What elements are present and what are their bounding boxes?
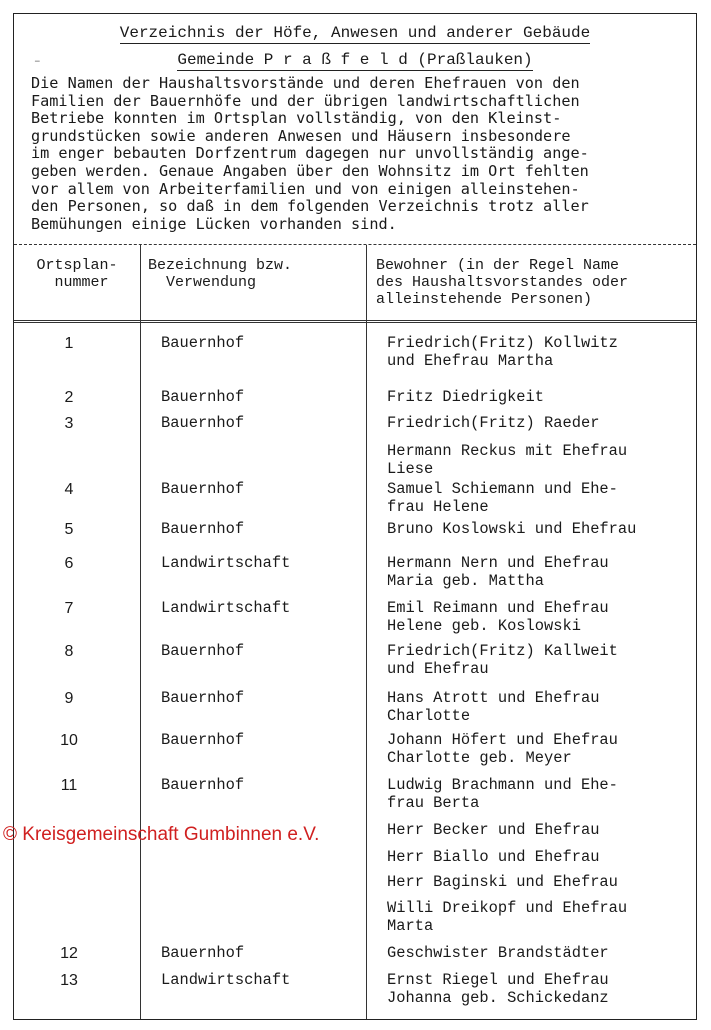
table-cell-num: 1 xyxy=(64,335,74,352)
table-cell-bez: Bauernhof xyxy=(161,414,245,432)
table-cell-num: 3 xyxy=(64,415,74,432)
table-cell-bez: Bauernhof xyxy=(161,689,245,707)
page-title: Verzeichnis der Höfe, Anwesen und anderer Gebäude xyxy=(119,24,591,42)
table-cell-bew: Friedrich(Fritz) Kallweit und Ehefrau xyxy=(387,642,618,678)
table-cell-bez: Bauernhof xyxy=(161,388,245,406)
intro-line: Bemühungen einige Lücken vorhanden sind. xyxy=(31,214,397,233)
column-header-ortsplannummer: Ortsplan- nummer xyxy=(36,257,118,291)
header-top-rule xyxy=(14,244,696,245)
intro-line: grundstücken sowie anderen Anwesen und Häusern insbesondere xyxy=(31,126,571,145)
table-cell-bew: Geschwister Brandstädter xyxy=(387,944,609,962)
copyright-watermark: © Kreisgemeinschaft Gumbinnen e.V. xyxy=(3,824,320,845)
intro-line: Betriebe konnten im Ortsplan vollständig, von den Kleinst- xyxy=(31,109,562,128)
intro-paragraph xyxy=(31,75,691,233)
table-cell-bez: Bauernhof xyxy=(161,944,245,962)
intro-line: geben werden. Genaue Angaben über den Wohnsitz im Ort fehlten xyxy=(31,161,589,180)
intro-line: Familien der Bauernhöfe und der übrigen landwirtschaftlichen xyxy=(31,91,580,110)
table-cell-bew: Emil Reimann und Ehefrau Helene geb. Koslowski xyxy=(387,599,609,635)
document-frame xyxy=(13,13,697,1020)
table-cell-num: 9 xyxy=(64,690,74,707)
table-cell-num: 12 xyxy=(60,945,78,962)
table-cell-bew: Ludwig Brachmann und Ehe- frau Berta xyxy=(387,776,618,812)
table-cell-num: 7 xyxy=(64,600,74,617)
intro-line: Die Namen der Haushaltsvorstände und deren Ehefrauen von den xyxy=(31,74,580,92)
table-cell-bez: Bauernhof xyxy=(161,520,245,538)
intro-line: im enger bebauten Dorfzentrum dagegen nur unvollständig ange- xyxy=(31,144,589,163)
table-cell-num: 11 xyxy=(60,777,78,794)
table-cell-bew: Bruno Koslowski und Ehefrau xyxy=(387,520,637,538)
table-cell-bew: Ernst Riegel und Ehefrau Johanna geb. Schickedanz xyxy=(387,971,609,1007)
table-cell-bew: Samuel Schiemann und Ehe- frau Helene xyxy=(387,480,618,516)
table-cell-bew: Johann Höfert und Ehefrau Charlotte geb. Meyer xyxy=(387,731,618,767)
column-header-bezeichnung: Bezeichnung bzw. Verwendung xyxy=(148,257,293,291)
table-cell-bew: Herr Baginski und Ehefrau xyxy=(387,873,618,891)
table-cell-bew: Herr Biallo und Ehefrau xyxy=(387,848,600,866)
intro-line: den Personen, so daß in dem folgenden Verzeichnis trotz aller xyxy=(31,197,589,216)
table-cell-bew: Hans Atrott und Ehefrau Charlotte xyxy=(387,689,600,725)
table-cell-bew: Willi Dreikopf und Ehefrau Marta xyxy=(387,899,628,935)
table-cell-bez: Landwirtschaft xyxy=(161,599,291,617)
table-cell-num: 8 xyxy=(64,643,74,660)
table-cell-num: 6 xyxy=(64,555,74,572)
column-divider-1 xyxy=(140,245,141,1019)
margin-mark: – xyxy=(34,56,41,68)
table-cell-bez: Bauernhof xyxy=(161,480,245,498)
table-cell-num: 10 xyxy=(60,732,78,749)
table-cell-bew: Friedrich(Fritz) Kollwitz und Ehefrau Martha xyxy=(387,334,618,370)
table-cell-bez: Bauernhof xyxy=(161,776,245,794)
table-cell-bew: Hermann Nern und Ehefrau Maria geb. Mattha xyxy=(387,554,609,590)
table-cell-bez: Landwirtschaft xyxy=(161,554,291,572)
page-subtitle: Gemeinde P r a ß f e l d (Praßlauken) xyxy=(177,51,533,69)
table-cell-num: 4 xyxy=(64,481,74,498)
table-cell-bez: Landwirtschaft xyxy=(161,971,291,989)
table-cell-bez: Bauernhof xyxy=(161,731,245,749)
table-cell-bez: Bauernhof xyxy=(161,642,245,660)
table-cell-bew: Fritz Diedrigkeit xyxy=(387,388,545,406)
table-cell-bez: Bauernhof xyxy=(161,334,245,352)
table-cell-bew: Herr Becker und Ehefrau xyxy=(387,821,600,839)
table-cell-num: 5 xyxy=(64,521,74,538)
column-divider-2 xyxy=(366,245,367,1019)
intro-line: vor allem von Arbeiterfamilien und von einigen alleinstehen- xyxy=(31,179,580,198)
table-cell-num: 2 xyxy=(64,389,74,406)
table-cell-num: 13 xyxy=(60,972,78,989)
column-header-bewohner: Bewohner (in der Regel Name des Haushaltsvorstandes oder alleinstehende Personen) xyxy=(376,257,629,308)
table-cell-bew: Hermann Reckus mit Ehefrau Liese xyxy=(387,442,628,478)
table-cell-bew: Friedrich(Fritz) Raeder xyxy=(387,414,600,432)
header-bottom-rule xyxy=(14,320,696,323)
